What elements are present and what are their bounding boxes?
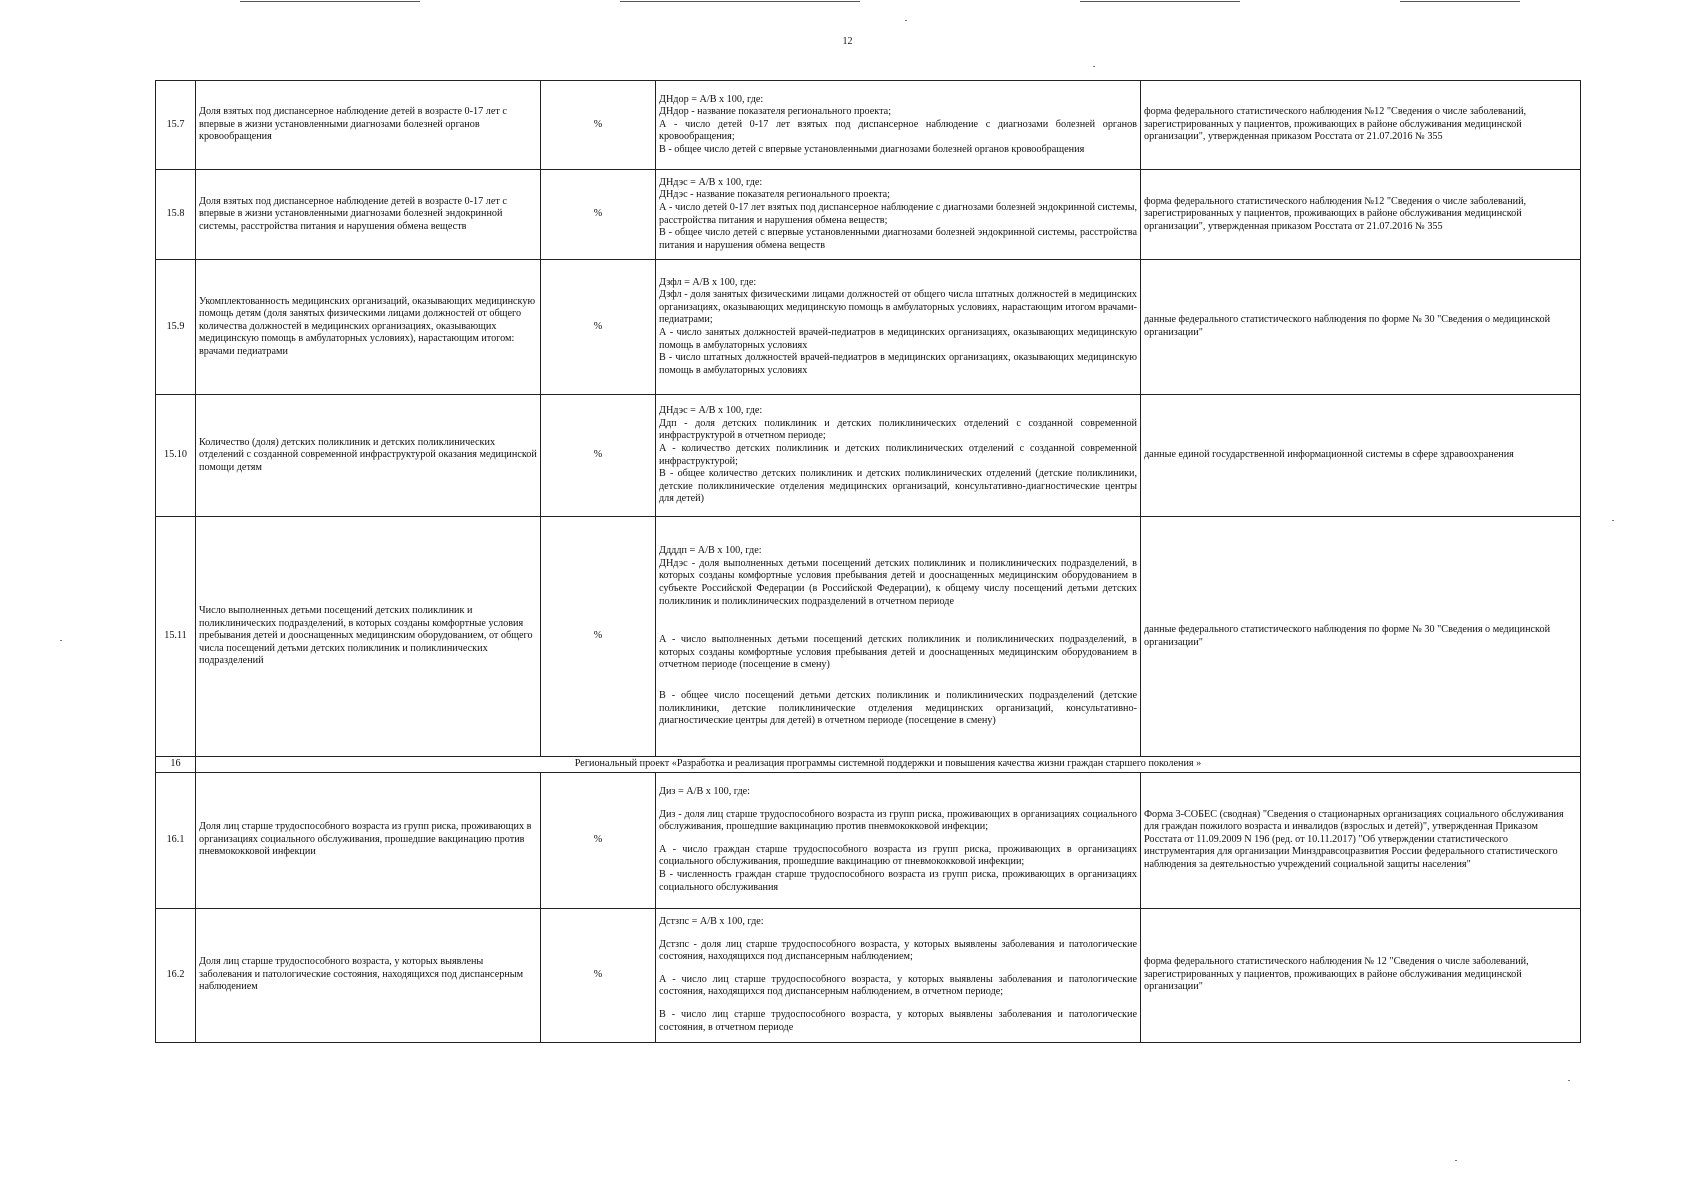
row-number: 16.2 [156, 908, 196, 1042]
unit-cell: % [541, 81, 656, 170]
row-number: 15.7 [156, 81, 196, 170]
section-number: 16 [156, 757, 196, 773]
formula-line: В - число лиц старше трудоспособного возраста, у которых выявлены заболевания и патологические состояния, в отчетном периоде [659, 1008, 1137, 1033]
indicator-name: Число выполненных детьми посещений детских поликлиник и поликлинических подразделений, в которых созданы комфортные условия пребывания детей и дооснащенных медицинским оборудованием, от общего числа посещений детьми детских поликлиник и поликлинических подразделений [196, 517, 541, 757]
formula-line: А - число лиц старше трудоспособного возраста, у которых выявлены заболевания и патологические состояния, находящихся под диспансерным наблюдением, в отчетном периоде; [659, 973, 1137, 998]
table-row [156, 81, 1581, 170]
source-cell: данные федерального статистического наблюдения по форме № 30 "Сведения о медицинской организации" [1141, 517, 1581, 757]
formula-line: Дзфл - доля занятых физическими лицами должностей от общего числа штатных должностей в медицинских организациях, оказывающих медицинскую помощь в амбулаторных условиях, нарастающим итогом врачами-педиатрами; [659, 289, 1137, 326]
formula-line: А - количество детских поликлиник и детских поликлинических отделений с созданной современной инфраструктурой; [659, 442, 1137, 467]
source-cell: форма федерального статистического наблюдения № 12 "Сведения о числе заболеваний, зарегистрированных у пациентов, проживающих в районе обслуживания медицинской организации" [1141, 908, 1581, 1042]
indicator-name: Количество (доля) детских поликлиник и детских поликлинических отделений с созданной современной инфраструктурой оказания медицинской помощи детям [196, 395, 541, 517]
row-number: 15.10 [156, 395, 196, 517]
table-row [156, 772, 1581, 908]
formula-line: Дстзпс - доля лиц старше трудоспособного возраста, у которых выявлены заболевания и патологические состояния, находящихся под диспансерным наблюдением; [659, 938, 1137, 963]
formula-cell [656, 517, 1141, 757]
source-cell: форма федерального статистического наблюдения №12 "Сведения о числе заболеваний, зарегистрированных у пациентов, проживающих в районе обслуживания медицинской организации", утвержденная приказом Росстата от 21.07.2016 № 355 [1141, 81, 1581, 170]
formula-line: В - общее число детей с впервые установленными диагнозами болезней органов кровообращения [659, 143, 1085, 155]
indicator-name: Укомплектованность медицинских организаций, оказывающих медицинскую помощь детям (доля занятых физическими лицами должностей от общего количества должностей в медицинских организациях, оказывающих медицинскую помощь в амбулаторных условиях), нарастающим итогом: врачами педиатрами [196, 260, 541, 395]
table-row [156, 908, 1581, 1042]
table-row [156, 517, 1581, 757]
formula-line: ДНдор = А/В х 100, где: [659, 93, 764, 105]
source-cell: Форма 3-СОБЕС (сводная) "Сведения о стационарных организациях социального обслуживания для граждан пожилого возраста и инвалидов (взрослых и детей)", утвержденная Приказом Росстата от 11.09.2009 N 196 (ред. от 10.11.2017) "Об утверждении статистического инструментария для организации Минздравсоцразвития России федерального статистического наблюдения за деятельностью учреждений социальной защиты населения" [1141, 772, 1581, 908]
indicator-name: Доля взятых под диспансерное наблюдение детей в возрасте 0-17 лет с впервые в жизни установленными диагнозами болезней эндокринной системы, расстройства питания и нарушения обмена веществ [196, 170, 541, 260]
row-number: 15.8 [156, 170, 196, 260]
formula-cell [656, 170, 1141, 260]
formula-line: ДНдэс - доля выполненных детьми посещений детских поликлиник и поликлинических подразделений, в которых созданы комфортные условия пребывания детей и дооснащенных медицинским оборудованием в субъекте Российской Федерации (в Российской Федерации), к общему числу посещений детьми детских поликлиник и поликлинических подразделений в отчетном периоде [659, 557, 1137, 607]
formula-line: Ддп - доля детских поликлиник и детских поликлинических отделений с созданной современной инфраструктурой в отчетном периоде; [659, 417, 1137, 442]
section-title: Региональный проект «Разработка и реализация программы системной поддержки и повышения качества жизни граждан старшего поколения » [196, 757, 1581, 773]
formula-line: А - число детей 0-17 лет взятых под диспансерное наблюдение с диагнозами болезней эндокринной системы, расстройства питания и нарушения обмена веществ; [659, 201, 1137, 226]
formula-line: А - число детей 0-17 лет взятых под диспансерное наблюдение с диагнозами болезней органов кровообращения; [659, 118, 1137, 143]
row-number: 15.9 [156, 260, 196, 395]
source-cell: данные единой государственной информационной системы в сфере здравоохранения [1141, 395, 1581, 517]
unit-cell: % [541, 772, 656, 908]
formula-line: В - общее число детей с впервые установленными диагнозами болезней эндокринной системы, расстройства питания и нарушения обмена веществ [659, 227, 1137, 251]
unit-cell: % [541, 517, 656, 757]
table-row [156, 260, 1581, 395]
formula-line: ДНдэс - название показателя регионального проекта; [659, 189, 890, 201]
formula-line: В - число штатных должностей врачей-педиатров в медицинских организациях, оказывающих медицинскую помощь в амбулаторных условиях [659, 352, 1137, 376]
source-cell: форма федерального статистического наблюдения №12 "Сведения о числе заболеваний, зарегистрированных у пациентов, проживающих в районе обслуживания медицинской организации", утвержденная приказом Росстата от 21.07.2016 № 355 [1141, 170, 1581, 260]
formula-line: Дстзпс = А/В х 100, где: [659, 916, 764, 928]
formula-cell [656, 395, 1141, 517]
table-row [156, 170, 1581, 260]
formula-line: В - общее количество детских поликлиник и детских поликлинических отделений (детские поликлиники, детские поликлинические отделения медицинских организаций, консультативно-диагностические центры для детей) [659, 468, 1137, 505]
formula-line: Диз - доля лиц старше трудоспособного возраста из групп риска, проживающих в организациях социального обслуживания, прошедшие вакцинацию против пневмококковой инфекции; [659, 808, 1137, 833]
indicator-name: Доля лиц старше трудоспособного возраста из групп риска, проживающих в организациях социального обслуживания, прошедшие вакцинацию против пневмококковой инфекции [196, 772, 541, 908]
formula-line: Дзфл = А/В х 100, где: [659, 276, 757, 288]
indicator-name: Доля взятых под диспансерное наблюдение детей в возрасте 0-17 лет с впервые в жизни установленными диагнозами болезней органов кровообращения [196, 81, 541, 170]
formula-cell [656, 81, 1141, 170]
row-number: 16.1 [156, 772, 196, 908]
formula-line: Диз = А/В х 100, где: [659, 786, 751, 798]
formula-cell [656, 260, 1141, 395]
formula-cell [656, 772, 1141, 908]
formula-line: ДНдэс = А/В х 100, где: [659, 176, 763, 188]
formula-line: А - число выполненных детьми посещений детских поликлиник и поликлинических подразделений, в которых созданы комфортные условия пребывания детей и дооснащенных медицинским оборудованием в отчетном периоде (посещение в смену) [659, 634, 1137, 671]
formula-cell [656, 908, 1141, 1042]
formula-line: А - число граждан старше трудоспособного возраста из групп риска, проживающих в организациях социального обслуживания, прошедшие вакцинацию от пневмококковой инфекции; [659, 843, 1137, 868]
unit-cell: % [541, 260, 656, 395]
indicator-name: Доля лиц старше трудоспособного возраста, у которых выявлены заболевания и патологические состояния, находящихся под диспансерным наблюдением [196, 908, 541, 1042]
formula-line: В - численность граждан старше трудоспособного возраста из групп риска, проживающих в организациях социального обслуживания [659, 868, 1137, 893]
formula-line: А - число занятых должностей врачей-педиатров в медицинских организациях, оказывающих медицинскую помощь в амбулаторных условиях [659, 327, 1137, 351]
formula-line: Ддддп = А/В х 100, где: [659, 545, 762, 557]
unit-cell: % [541, 170, 656, 260]
formula-line: ДНдор - название показателя регионального проекта; [659, 106, 892, 118]
table-row [156, 395, 1581, 517]
unit-cell: % [541, 395, 656, 517]
page-number: 12 [842, 36, 853, 47]
row-number: 15.11 [156, 517, 196, 757]
indicators-table [155, 80, 1581, 1043]
unit-cell: % [541, 908, 656, 1042]
formula-line: ДНдэс = А/В х 100, где: [659, 405, 763, 417]
source-cell: данные федерального статистического наблюдения по форме № 30 "Сведения о медицинской организации" [1141, 260, 1581, 395]
section-row [156, 757, 1581, 773]
formula-line: В - общее число посещений детьми детских поликлиник и поликлинических подразделений (детские поликлиники, детские поликлинические отделения медицинских организаций, консультативно-диагностические центры для детей) в отчетном периоде (посещение в смену) [659, 689, 1137, 727]
